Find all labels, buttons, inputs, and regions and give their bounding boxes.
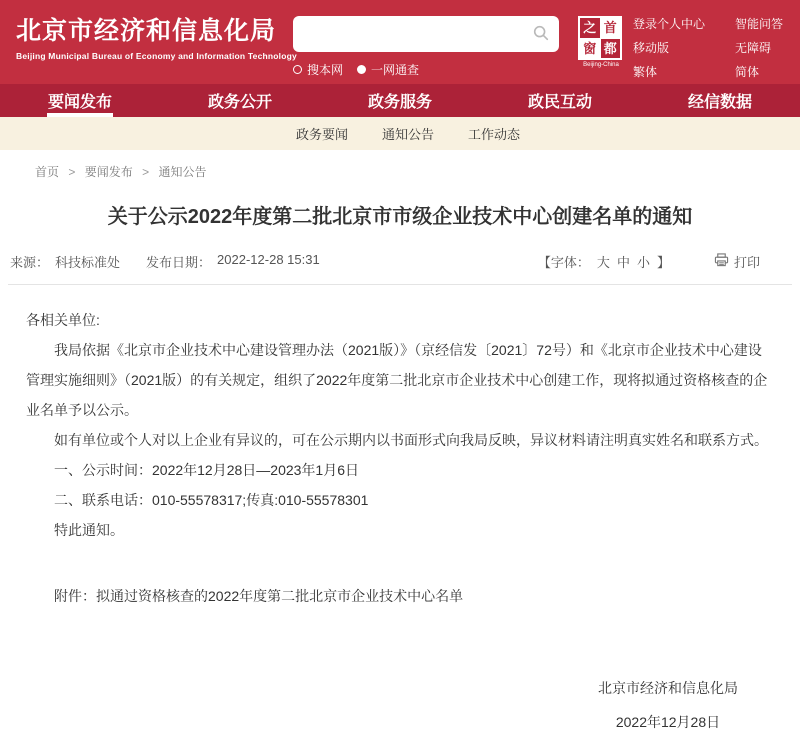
scope-option-site[interactable] xyxy=(293,61,343,78)
search-box xyxy=(293,16,559,52)
traditional-chinese-link[interactable]: 繁体 xyxy=(633,65,658,79)
page-title: 关于公示2022年度第二批北京市市级企业技术中心创建名单的通知 xyxy=(107,206,693,228)
search-icon xyxy=(532,30,550,45)
body-paragraph-2: 如有单位或个人对以上企业有异议的，可在公示期内以书面形式向我局反映，异议材料请注明真实姓名和联系方式。 xyxy=(54,432,768,448)
radio-unselected-icon xyxy=(293,65,302,74)
font-switch-open-bracket: 【字体： xyxy=(537,255,590,270)
subnav-item-notices[interactable]: 通知公告 xyxy=(382,127,435,142)
closing-paragraph: 特此通知。 xyxy=(54,522,124,538)
article-publish-date xyxy=(146,252,320,271)
signature-date: 2022年12月28日 xyxy=(615,714,721,730)
seal-char: 之 xyxy=(580,18,600,38)
font-size-small-button[interactable]: 小 xyxy=(636,255,650,270)
attachment-line: 附件：拟通过资格核查的2022年度第二批北京市企业技术中心名单 xyxy=(54,588,464,604)
nav-item-news-release[interactable]: 要闻发布 xyxy=(0,84,160,117)
breadcrumb-separator: > xyxy=(68,165,76,179)
salutation-paragraph: 各相关单位: xyxy=(26,312,100,328)
quick-links-column-2 xyxy=(735,15,783,80)
seal-char: 首 xyxy=(601,18,621,38)
site-header xyxy=(0,0,800,84)
scope-option-network[interactable] xyxy=(357,61,419,78)
seal-char: 窗 xyxy=(580,39,600,59)
mobile-version-link[interactable]: 移动版 xyxy=(633,41,670,55)
search-button[interactable] xyxy=(529,22,553,46)
scope-option-label: 一网通查 xyxy=(371,63,420,77)
subnav-item-work-updates[interactable]: 工作动态 xyxy=(468,127,521,142)
seal-grid-icon xyxy=(578,16,622,60)
nav-item-gov-disclosure[interactable]: 政务公开 xyxy=(207,94,272,111)
article-meta-left xyxy=(10,252,320,271)
publish-date-label: 发布日期： xyxy=(146,255,212,270)
seal-char: 都 xyxy=(601,39,621,59)
breadcrumb-separator: > xyxy=(142,165,150,179)
breadcrumb-home[interactable]: 首页 xyxy=(35,165,60,179)
signature-block xyxy=(598,673,738,737)
font-size-switcher xyxy=(538,252,670,271)
print-button[interactable] xyxy=(714,252,760,271)
breadcrumb-news-release[interactable]: 要闻发布 xyxy=(84,165,133,179)
body-paragraph-1: 我局依据《北京市企业技术中心建设管理办法（2021版）》（京经信发〔2021〕72号）和《北京市企业技术中心建设管理实施细则》（2021版）的有关规定，组织了2022年度第二批北京市企业技术中心创建工作，现将拟通过资格核查的企业名单予以公示。 xyxy=(26,342,768,418)
sub-nav xyxy=(0,117,800,150)
main-nav xyxy=(0,84,800,117)
article-body xyxy=(0,285,800,737)
source-label: 来源： xyxy=(10,255,50,270)
article-meta-right xyxy=(538,252,790,271)
search-input[interactable] xyxy=(303,16,523,52)
nav-item-gov-services[interactable]: 政务服务 xyxy=(367,94,432,111)
print-label: 打印 xyxy=(733,255,760,270)
quick-links-column-1 xyxy=(633,15,705,80)
article-source xyxy=(10,252,120,271)
font-size-large-button[interactable]: 大 xyxy=(596,255,610,270)
publish-date-value: 2022-12-28 15:31 xyxy=(217,252,320,267)
font-size-medium-button[interactable]: 中 xyxy=(616,255,630,270)
breadcrumb xyxy=(35,163,800,180)
header-quick-links xyxy=(633,15,783,80)
seal-caption: Beijing-China xyxy=(583,62,619,68)
breadcrumb-notices[interactable]: 通知公告 xyxy=(158,165,207,179)
body-item-contact-phone: 二、联系电话：010-55578317;传真:010-55578301 xyxy=(54,492,369,508)
nav-item-public-interaction[interactable]: 政民互动 xyxy=(527,94,592,111)
capital-window-seal-logo[interactable] xyxy=(578,16,624,68)
simplified-chinese-link[interactable]: 简体 xyxy=(735,65,760,79)
site-title: 北京市经济和信息化局 xyxy=(16,17,277,45)
source-value: 科技标准处 xyxy=(55,255,121,270)
search-scope-options xyxy=(293,61,559,78)
article-meta-row xyxy=(0,252,800,271)
scope-option-label: 搜本网 xyxy=(307,63,344,77)
body-item-publicity-period: 一、公示时间：2022年12月28日—2023年1月6日 xyxy=(54,462,360,478)
site-logo[interactable] xyxy=(16,16,297,61)
smart-qa-link[interactable]: 智能问答 xyxy=(735,17,784,31)
accessibility-link[interactable]: 无障碍 xyxy=(735,41,772,55)
site-subtitle: Beijing Municipal Bureau of Economy and Information Technology xyxy=(16,51,297,61)
radio-selected-icon xyxy=(357,65,366,74)
search-area xyxy=(293,16,559,78)
subnav-item-gov-news[interactable]: 政务要闻 xyxy=(296,127,349,142)
font-switch-close-bracket: 】 xyxy=(656,255,670,270)
login-personal-center-link[interactable]: 登录个人中心 xyxy=(633,17,706,31)
printer-icon xyxy=(714,253,729,270)
signature-agency-name: 北京市经济和信息化局 xyxy=(598,680,738,696)
nav-item-industry-data[interactable]: 经信数据 xyxy=(687,94,752,111)
